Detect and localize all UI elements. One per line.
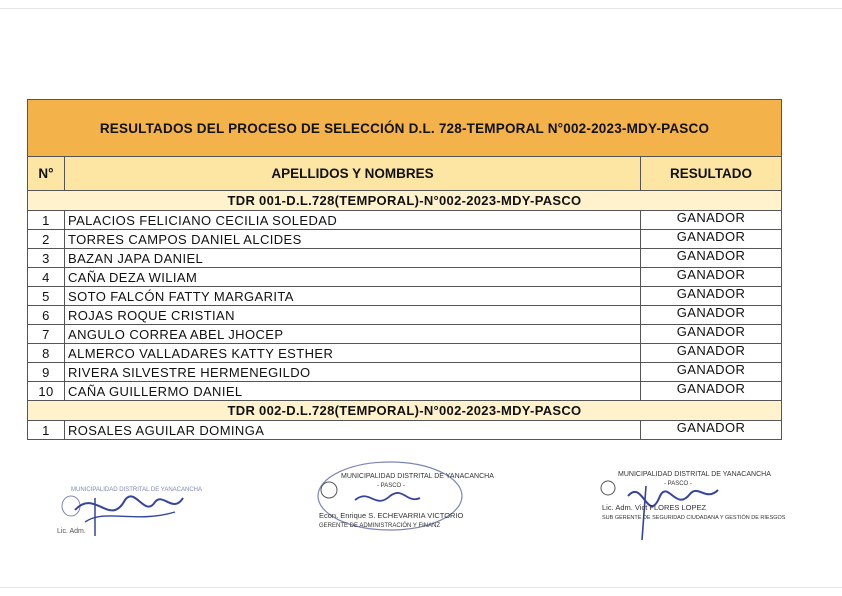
row-number: 7 (28, 325, 65, 343)
table-row (27, 268, 782, 287)
signature-stamp-1-icon (55, 478, 205, 548)
result-value: GANADOR (676, 381, 746, 396)
applicant-name: CAÑA GUILLERMO DANIEL (65, 382, 641, 400)
result-value: GANADOR (676, 210, 746, 225)
signature-block-3 (598, 466, 786, 544)
table-row (27, 287, 782, 306)
row-number: 10 (28, 382, 65, 400)
table-row (27, 344, 782, 363)
signature-3-name: Lic. Adm. Vict FLORES LOPEZ (602, 503, 707, 512)
signature-1-name: Lic. Adm. (57, 528, 86, 535)
column-header-number: N° (28, 157, 65, 190)
applicant-name: TORRES CAMPOS DANIEL ALCIDES (65, 230, 641, 248)
result-value: GANADOR (676, 229, 746, 244)
scan-edge-bottom (0, 587, 842, 588)
result-value: GANADOR (676, 286, 746, 301)
signature-2-sub: - PASCO - (377, 483, 405, 489)
applicant-name: ROSALES AGUILAR DOMINGA (65, 421, 641, 439)
table-row (27, 249, 782, 268)
results-table (27, 99, 782, 440)
applicant-name: SOTO FALCÓN FATTY MARGARITA (65, 287, 641, 305)
row-number: 8 (28, 344, 65, 362)
applicant-name: PALACIOS FELICIANO CECILIA SOLEDAD (65, 211, 641, 229)
result-value: GANADOR (676, 420, 746, 435)
scan-edge-top (0, 8, 842, 9)
applicant-name: ALMERCO VALLADARES KATTY ESTHER (65, 344, 641, 362)
group-header: TDR 002-D.L.728(TEMPORAL)-N°002-2023-MDY-PASCO (27, 401, 782, 421)
column-header-result: RESULTADO (670, 166, 752, 181)
signature-block-1 (55, 478, 205, 548)
table-row (27, 382, 782, 401)
row-number: 1 (28, 211, 65, 229)
group-header: TDR 001-D.L.728(TEMPORAL)-N°002-2023-MDY-PASCO (27, 191, 782, 211)
row-number: 5 (28, 287, 65, 305)
table-title: RESULTADOS DEL PROCESO DE SELECCIÓN D.L. 728-TEMPORAL N°002-2023-MDY-PASCO (27, 99, 782, 156)
table-row (27, 230, 782, 249)
result-value: GANADOR (676, 248, 746, 263)
signature-3-sub: - PASCO - (664, 481, 692, 487)
table-row (27, 325, 782, 344)
signature-2-name: Econ. Enrique S. ECHEVARRIA VICTORIO (319, 511, 464, 520)
signature-stamp-2-icon (315, 458, 494, 536)
signature-2-role: GERENTE DE ADMINISTRACIÓN Y FINANZ (319, 523, 441, 529)
table-header (27, 156, 782, 191)
result-value: GANADOR (676, 267, 746, 282)
result-value: GANADOR (676, 324, 746, 339)
signature-stamp-3-icon (598, 466, 786, 544)
result-value: GANADOR (676, 343, 746, 358)
row-number: 1 (28, 421, 65, 439)
signature-block-2 (315, 458, 494, 536)
table-row (27, 363, 782, 382)
applicant-name: RIVERA SILVESTRE HERMENEGILDO (65, 363, 641, 381)
applicant-name: CAÑA DEZA WILIAM (65, 268, 641, 286)
table-row (27, 306, 782, 325)
row-number: 2 (28, 230, 65, 248)
signature-1-stamp: MUNICIPALIDAD DISTRITAL DE YANACANCHA (71, 487, 203, 493)
column-header-name: APELLIDOS Y NOMBRES (65, 157, 641, 190)
row-number: 3 (28, 249, 65, 267)
row-number: 4 (28, 268, 65, 286)
result-value: GANADOR (676, 305, 746, 320)
row-number: 9 (28, 363, 65, 381)
signature-2-stamp: MUNICIPALIDAD DISTRITAL DE YANACANCHA (341, 473, 494, 480)
applicant-name: ROJAS ROQUE CRISTIAN (65, 306, 641, 324)
signature-3-stamp: MUNICIPALIDAD DISTRITAL DE YANACANCHA (618, 471, 771, 478)
table-row (27, 211, 782, 230)
table-row (27, 421, 782, 440)
signature-3-role: SUB GERENTE DE SEGURIDAD CIUDADANA Y GESTIÓN DE RIESGOS (602, 515, 786, 521)
row-number: 6 (28, 306, 65, 324)
applicant-name: BAZAN JAPA DANIEL (65, 249, 641, 267)
result-value: GANADOR (676, 362, 746, 377)
applicant-name: ANGULO CORREA ABEL JHOCEP (65, 325, 641, 343)
